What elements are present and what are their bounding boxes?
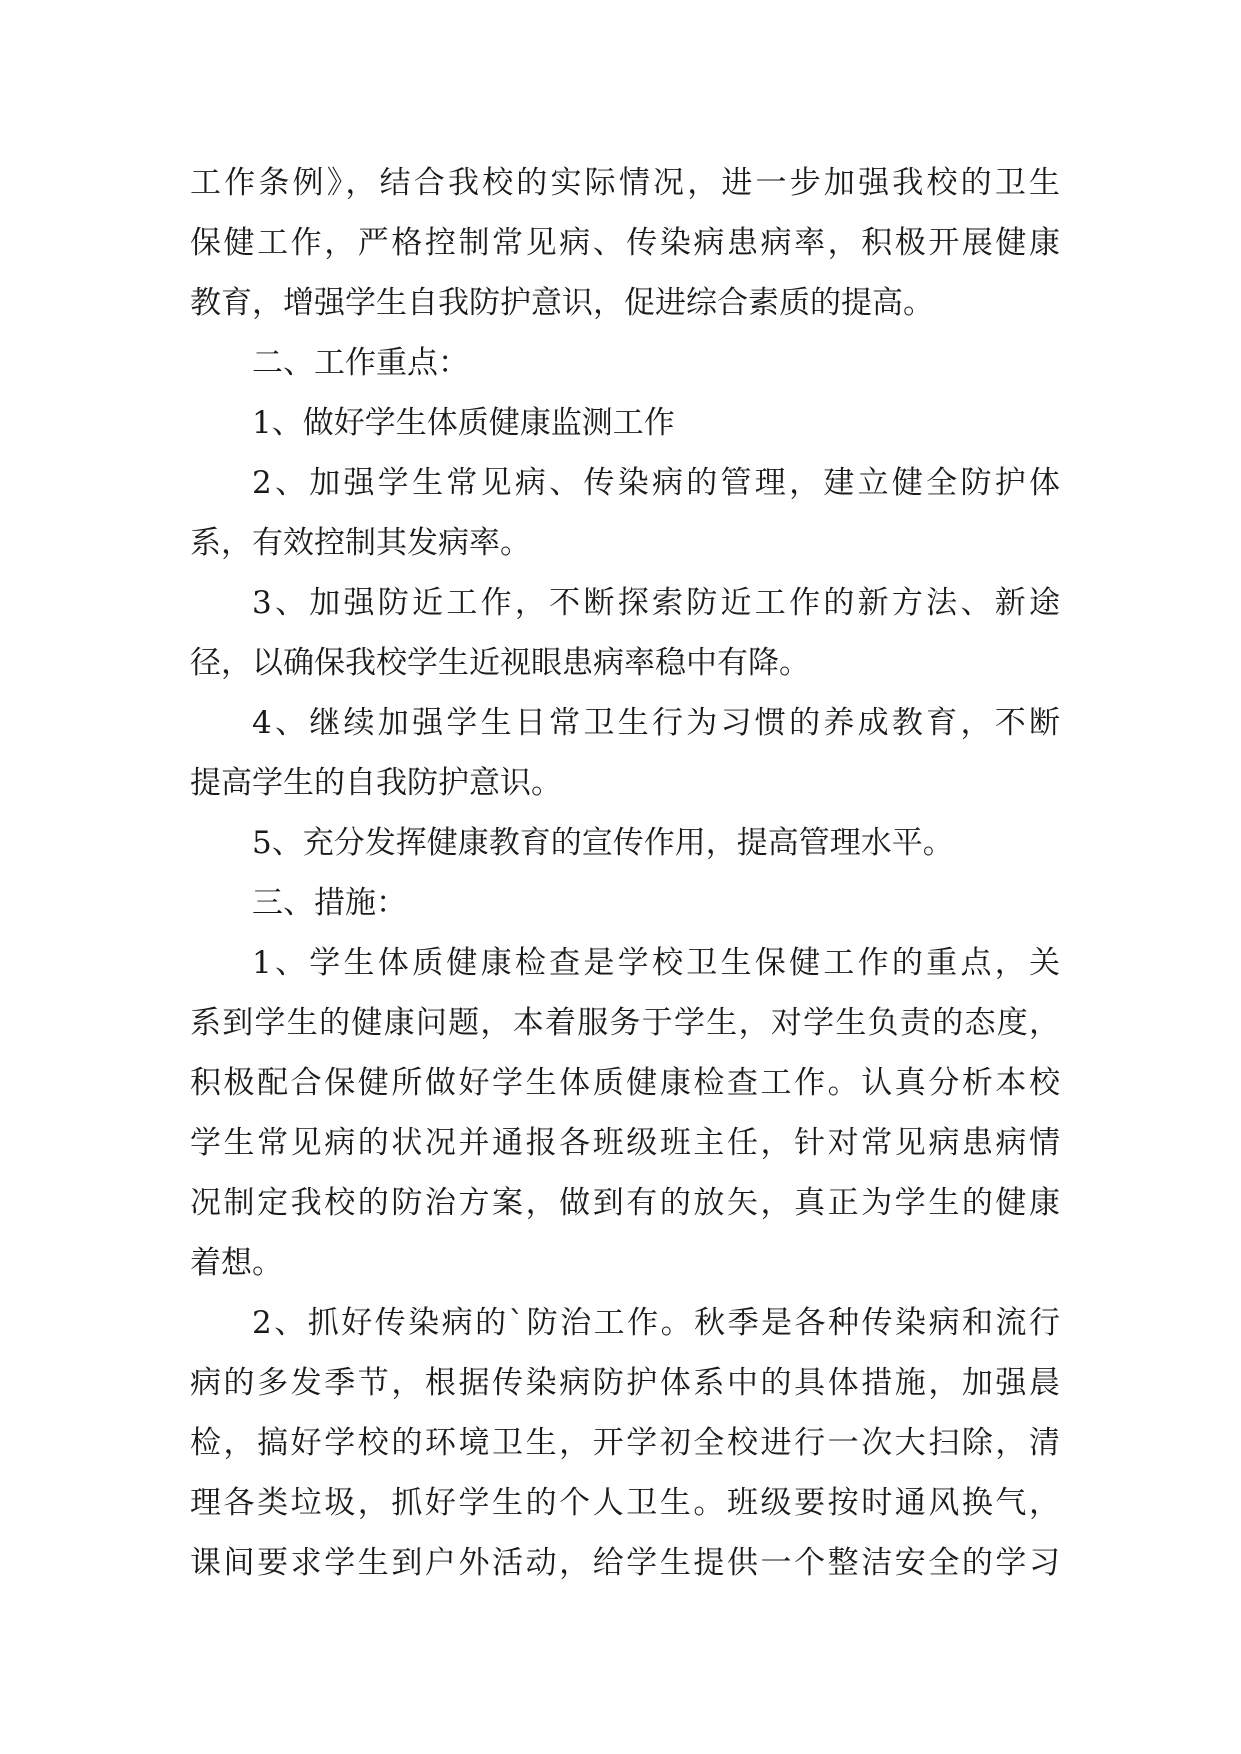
text-line: 径，以确保我校学生近视眼患病率稳中有降。 (190, 645, 810, 681)
section-heading: 二、工作重点： (252, 345, 469, 381)
section-heading: 三、措施： (252, 885, 407, 921)
text-line: 况制定我校的防治方案，做到有的放矢，真正为学生的健康 (190, 1185, 1060, 1221)
list-item: 2、加强学生常见病、传染病的管理，建立健全防护体 (252, 465, 1060, 501)
text-line: 积极配合保健所做好学生体质健康检查工作。认真分析本校 (190, 1065, 1060, 1101)
text-line: 病的多发季节，根据传染病防护体系中的具体措施，加强晨 (190, 1365, 1060, 1401)
text-line: 理各类垃圾，抓好学生的个人卫生。班级要按时通风换气， (190, 1485, 1060, 1521)
text-line: 课间要求学生到户外活动，给学生提供一个整洁安全的学习 (190, 1545, 1060, 1581)
text-line: 学生常见病的状况并通报各班级班主任，针对常见病患病情 (190, 1125, 1060, 1161)
text-line: 检，搞好学校的环境卫生，开学初全校进行一次大扫除，清 (190, 1425, 1060, 1461)
text-line: 保健工作，严格控制常见病、传染病患病率，积极开展健康 (190, 225, 1060, 261)
list-item: 1、做好学生体质健康监测工作 (252, 405, 675, 441)
text-line: 着想。 (190, 1245, 283, 1281)
list-item: 5、充分发挥健康教育的宣传作用，提高管理水平。 (252, 825, 954, 861)
text-line: 提高学生的自我防护意识。 (190, 765, 562, 801)
text-line: 工作条例》，结合我校的实际情况，进一步加强我校的卫生 (190, 165, 1060, 201)
list-item: 1、学生体质健康检查是学校卫生保健工作的重点，关 (252, 945, 1060, 981)
list-item: 3、加强防近工作，不断探索防近工作的新方法、新途 (252, 585, 1060, 621)
list-item: 2、抓好传染病的`防治工作。秋季是各种传染病和流行 (252, 1305, 1060, 1341)
text-line: 教育，增强学生自我防护意识，促进综合素质的提高。 (190, 285, 934, 321)
text-line: 系，有效控制其发病率。 (190, 525, 531, 561)
list-item: 4、继续加强学生日常卫生行为习惯的养成教育，不断 (252, 705, 1060, 741)
text-line: 系到学生的健康问题，本着服务于学生，对学生负责的态度， (190, 1005, 1060, 1041)
